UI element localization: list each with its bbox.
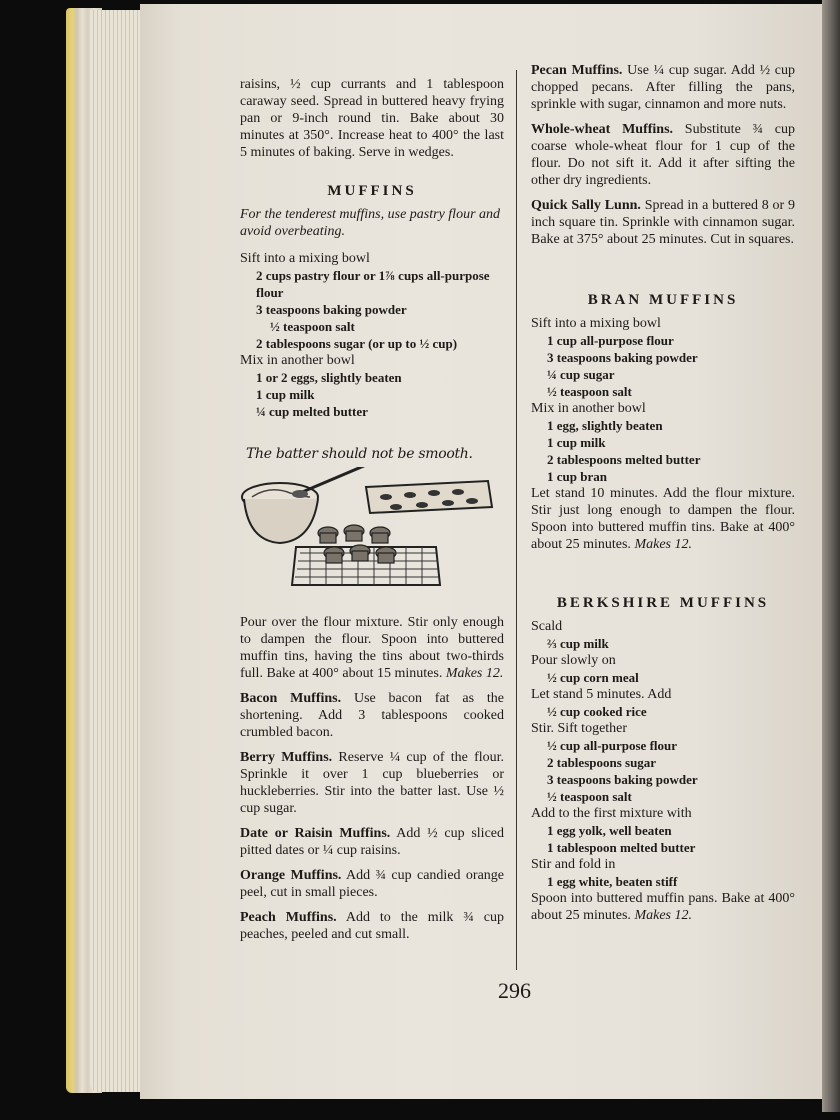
variation-name: Bacon Muffins.: [240, 691, 342, 706]
berkshire-muffins-heading: BERKSHIRE MUFFINS: [556, 595, 770, 611]
illustration-caption: The batter should not be smooth.: [246, 446, 473, 462]
muffins-heading: MUFFINS: [327, 183, 417, 199]
column-divider: [516, 70, 517, 970]
variation-name: Peach Muffins.: [240, 910, 337, 925]
ingredient-line: 2 tablespoons sugar (or up to ½ cup): [256, 336, 458, 351]
method-text: Let stand 10 minutes. Add the flour mixture. Stir just long enough to dampen the flour. Spoon into buttered muffin tins. Bake at 400° about 25 minutes.: [531, 486, 795, 552]
ingredient-line: ½ cup all-purpose flour: [547, 738, 678, 753]
method-text: Pour over the flour mixture. Stir only enough to dampen the flour. Spoon into buttered muffin tins, having the tins about two-thirds full. Bake at 400° about 15 minutes.: [240, 615, 504, 681]
variation-text: Substitute ¾ cup coarse whole-wheat flour for 1 cup of the flour. Do not sift it. Add it after sifting the other dry ingredients.: [531, 122, 795, 188]
ingredient-line: 1 cup milk: [256, 387, 315, 402]
ingredient-line: 3 teaspoons baking powder: [547, 772, 698, 787]
ingredient-line: ½ cup cooked rice: [547, 704, 647, 719]
bran-muffins-heading: BRAN MUFFINS: [587, 292, 739, 308]
muffins-step-sift: Sift into a mixing bowl: [240, 251, 370, 266]
ingredient-line: 3 teaspoons baking powder: [547, 350, 698, 365]
variation-text: Add ½ cup sliced pitted dates or ¼ cup raisins.: [240, 826, 504, 858]
ingredient-line: 2 tablespoons melted butter: [547, 452, 701, 467]
ingredient-line: ½ teaspoon salt: [547, 789, 632, 804]
muffins-method: [240, 614, 504, 682]
variation-text: Reserve ¼ cup of the flour. Sprinkle it over 1 cup blueberries or huckleberries. Stir into the batter last. Use ½ cup sugar.: [240, 750, 505, 816]
variation-text: Spread in a buttered 8 or 9 inch square tin. Sprinkle with cinnamon sugar. Bake at 375° about 25 minutes. Cut in squares.: [531, 198, 796, 247]
berkshire-step: Let stand 5 minutes. Add: [531, 687, 672, 702]
ingredient-line: 1 egg yolk, well beaten: [547, 823, 672, 838]
variation-paragraph: [240, 909, 504, 943]
continued-recipe-text: raisins, ½ cup currants and 1 tablespoon caraway seed. Spread in buttered heavy frying pan or 9-inch round tin. Bake about 30 minutes at 350°. Increase heat to 400° the last 5 minutes of baking. Serve in wedges.: [240, 77, 504, 160]
ingredient-line: ¼ cup sugar: [547, 367, 615, 382]
ingredient-line: 3 teaspoons baking powder: [256, 302, 407, 317]
ingredient-line: 1 cup bran: [547, 469, 607, 484]
bran-step-sift: Sift into a mixing bowl: [531, 316, 661, 331]
page-number: 296: [498, 978, 531, 1003]
variation-text: Add ¾ cup candied orange peel, cut in small pieces.: [240, 868, 504, 900]
berkshire-step: Pour slowly on: [531, 653, 616, 668]
variation-name: Whole-wheat Muffins.: [531, 122, 674, 137]
muffins-intro: For the tenderest muffins, use pastry flour and avoid overbeating.: [240, 207, 501, 239]
ingredient-line: 1 cup milk: [547, 435, 606, 450]
book-binding: [822, 0, 840, 1112]
ingredient-line: 1 egg white, beaten stiff: [547, 874, 678, 889]
berkshire-step: Scald: [531, 619, 563, 634]
variation-text: Add to the milk ¾ cup peaches, peeled and cut small.: [240, 910, 504, 942]
variation-paragraph: [240, 867, 504, 901]
variation-name: Berry Muffins.: [240, 750, 333, 765]
left-column: [240, 76, 504, 951]
muffin-illustration: [240, 467, 502, 597]
variation-paragraph: [531, 62, 795, 113]
ingredient-line: ½ teaspoon salt: [270, 319, 355, 334]
bran-step-mix: Mix in another bowl: [531, 401, 646, 416]
variation-paragraph: [531, 121, 795, 189]
variation-name: Orange Muffins.: [240, 868, 342, 883]
variation-paragraph: [240, 825, 504, 859]
ingredient-line: 1 egg, slightly beaten: [547, 418, 663, 433]
variation-text: Use ¼ cup sugar. Add ½ cup chopped pecans. After filling the pans, sprinkle with sugar, cinnamon and more nuts.: [531, 63, 796, 112]
berkshire-step: Stir and fold in: [531, 857, 616, 872]
variation-paragraph: [240, 749, 504, 817]
right-column: [531, 62, 795, 932]
ingredient-line: 1 or 2 eggs, slightly beaten: [256, 370, 402, 385]
yield-text: Makes 12.: [634, 537, 692, 552]
ingredient-line: 1 cup all-purpose flour: [547, 333, 674, 348]
ingredient-line: 2 cups pastry flour or 1⅞ cups all-purpose flour: [256, 268, 490, 300]
ingredient-line: 1 tablespoon melted butter: [547, 840, 696, 855]
variation-paragraph: [240, 690, 504, 741]
ingredient-line: ½ teaspoon salt: [547, 384, 632, 399]
yield-text: Makes 12.: [634, 908, 692, 923]
berkshire-method: [531, 890, 795, 924]
variation-name: Quick Sally Lunn.: [531, 198, 641, 213]
bran-method: [531, 485, 795, 553]
ingredient-line: ¼ cup melted butter: [256, 404, 368, 419]
variation-name: Date or Raisin Muffins.: [240, 826, 391, 841]
variation-paragraph: [531, 197, 795, 248]
ingredient-line: ⅔ cup milk: [547, 636, 609, 651]
ingredient-line: ½ cup corn meal: [547, 670, 639, 685]
ingredient-line: 2 tablespoons sugar: [547, 755, 657, 770]
yield-text: Makes 12.: [445, 666, 504, 681]
method-text: Spoon into buttered muffin pans. Bake at 400° about 25 minutes.: [531, 891, 795, 923]
variation-text: Use bacon fat as the shortening. Add 3 tablespoons cooked crumbled bacon.: [240, 691, 504, 740]
muffins-step-mix: Mix in another bowl: [240, 353, 355, 368]
berkshire-step: Stir. Sift together: [531, 721, 628, 736]
berkshire-step: Add to the first mixture with: [531, 806, 692, 821]
variation-name: Pecan Muffins.: [531, 63, 623, 78]
